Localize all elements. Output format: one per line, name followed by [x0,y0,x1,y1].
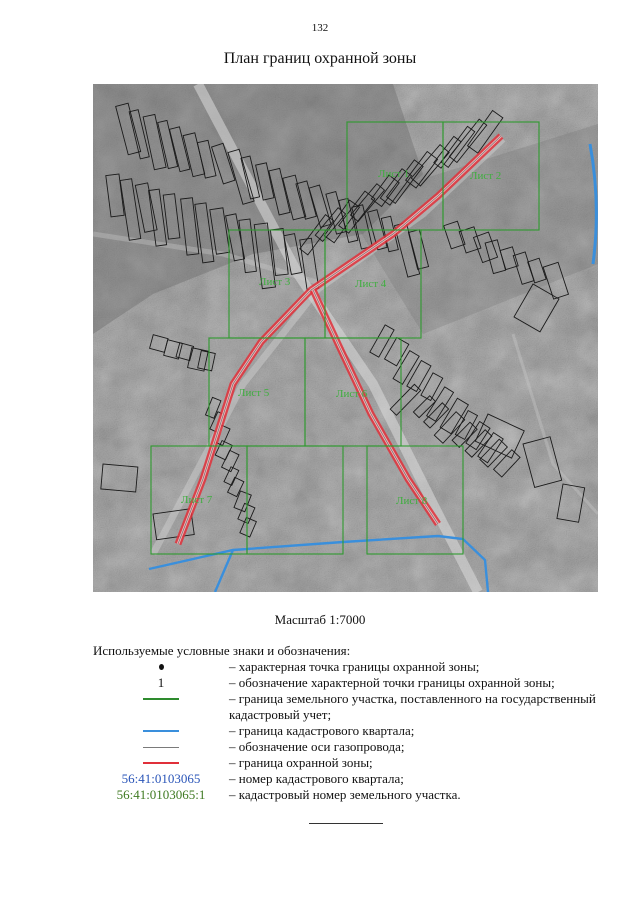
sheet-label-2: Лист 2 [470,170,502,182]
page-number: 132 [311,22,329,34]
bottom-divider [309,823,383,824]
map-canvas [93,84,598,592]
legend-item-protection-zone [93,755,603,771]
legend-symbol-text: 1 [157,675,165,690]
sheet-label-4: Лист 4 [355,278,387,290]
legend-description: – характерная точка границы охранной зоны; [229,659,480,674]
legend-symbol-quarter-number: 56:41:0103065 [121,771,201,786]
legend-item-cadastral-number [93,787,603,803]
boundary-point-dot-icon [93,659,229,675]
sheet-label-5: Лист 5 [238,387,270,399]
legend-description: – граница охранной зоны; [229,755,373,770]
sheet-label-1: Лист 1 [378,168,410,180]
sheet-label-8: Лист 8 [396,495,428,507]
sheet-label-3: Лист 3 [259,276,291,288]
legend-item-quarter-border [93,723,603,739]
legend-description: – граница земельного участка, поставленного на государственный кадастровый учет; [229,691,596,722]
legend-heading: Используемые условные знаки и обозначения: [93,643,351,658]
legend-description: – граница кадастрового квартала; [229,723,415,738]
sheet-label-7: Лист 7 [181,494,213,506]
blue-line-icon [93,723,229,739]
legend-item-land-plot-border [93,691,603,723]
legend-description: – номер кадастрового квартала; [229,771,404,786]
green-line-icon [93,691,229,707]
red-line-icon [93,755,229,771]
legend-item-pipeline-axis [93,739,603,755]
legend-description: – обозначение оси газопровода; [229,739,405,754]
legend-description: – обозначение характерной точки границы охранной зоны; [229,675,555,690]
legend-item-point-label [93,675,603,691]
page-title: План границ охранной зоны [223,50,417,67]
legend-item-boundary-point [93,659,603,675]
legend-symbol-cadastral-number: 56:41:0103065:1 [116,787,206,802]
map-view[interactable] [93,84,598,592]
map-scale: Масштаб 1:7000 [274,612,366,627]
thin-line-icon [93,739,229,755]
sheet-label-6: Лист 6 [336,388,368,400]
legend-description: – кадастровый номер земельного участка. [229,787,461,802]
legend [93,659,603,803]
legend-item-quarter-number [93,771,603,787]
